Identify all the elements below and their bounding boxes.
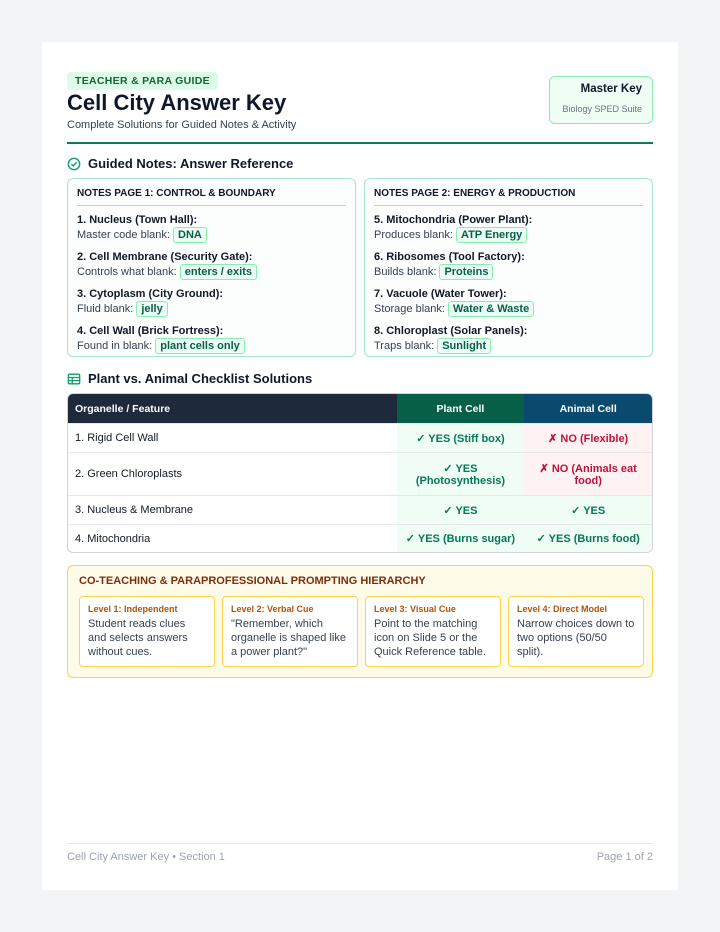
table-icon xyxy=(67,372,81,386)
level-label: Level 2: Verbal Cue xyxy=(231,604,314,614)
note-item xyxy=(77,214,346,243)
notes-card-title: NOTES PAGE 2: ENERGY & PRODUCTION xyxy=(374,188,643,206)
note-term: 8. Chloroplast (Solar Panels): xyxy=(374,325,528,337)
prompt-level-card xyxy=(222,596,358,667)
answer-chip: plant cells only xyxy=(155,338,244,354)
animal-cell: ✓ YES (Burns food) xyxy=(524,524,652,552)
table-row xyxy=(68,452,652,495)
notes-card-title: NOTES PAGE 1: CONTROL & BOUNDARY xyxy=(77,188,346,206)
prompt-level-card xyxy=(79,596,215,667)
level-label: Level 1: Independent xyxy=(88,604,178,614)
note-item xyxy=(374,325,643,354)
prompt-level-card xyxy=(365,596,501,667)
note-prompt: Master code blank: xyxy=(77,229,170,241)
table-row xyxy=(68,423,652,452)
note-prompt: Storage blank: xyxy=(374,303,445,315)
answer-chip: enters / exits xyxy=(180,264,257,280)
note-prompt: Found in blank: xyxy=(77,340,153,352)
feature-cell: 2. Green Chloroplasts xyxy=(68,452,397,495)
page-subtitle: Complete Solutions for Guided Notes & Activity xyxy=(67,119,297,131)
level-label: Level 3: Visual Cue xyxy=(374,604,456,614)
checklist-heading-text: Plant vs. Animal Checklist Solutions xyxy=(88,371,313,386)
document-page xyxy=(42,42,678,890)
answer-chip: Water & Waste xyxy=(448,301,534,317)
note-item xyxy=(374,251,643,280)
level-text: Point to the matching icon on Slide 5 or the Quick Reference table. xyxy=(374,618,486,658)
level-text: "Remember, which organelle is shaped like a power plant?" xyxy=(231,618,346,658)
note-term: 2. Cell Membrane (Security Gate): xyxy=(77,251,253,263)
table-row xyxy=(68,524,652,552)
notes-card-1 xyxy=(67,178,356,357)
guide-badge: TEACHER & PARA GUIDE xyxy=(67,72,218,90)
page-footer xyxy=(67,843,653,863)
coteaching-title: CO-TEACHING & PARAPROFESSIONAL PROMPTING HIERARCHY xyxy=(79,575,426,587)
suite-label: Biology SPED Suite xyxy=(562,104,642,114)
level-text: Student reads clues and selects answers without cues. xyxy=(88,618,188,658)
header xyxy=(67,72,653,144)
prompt-level-card xyxy=(508,596,644,667)
footer-left: Cell City Answer Key • Section 1 xyxy=(67,851,225,863)
checklist-table xyxy=(67,393,653,553)
master-key-box xyxy=(549,76,653,124)
note-item xyxy=(77,288,346,317)
note-prompt: Traps blank: xyxy=(374,340,435,352)
checklist-heading xyxy=(67,371,312,386)
note-term: 1. Nucleus (Town Hall): xyxy=(77,214,198,226)
note-item xyxy=(374,288,643,317)
note-item xyxy=(77,325,346,354)
column-header: Plant Cell xyxy=(397,394,525,423)
note-item xyxy=(374,214,643,243)
column-header: Organelle / Feature xyxy=(68,394,397,423)
answer-chip: DNA xyxy=(173,227,207,243)
answer-chip: ATP Energy xyxy=(456,227,527,243)
answer-chip: Proteins xyxy=(439,264,493,280)
animal-cell: ✓ YES xyxy=(524,495,652,524)
answer-chip: jelly xyxy=(136,301,167,317)
table-row xyxy=(68,495,652,524)
note-term: 3. Cytoplasm (City Ground): xyxy=(77,288,224,300)
note-term: 4. Cell Wall (Brick Fortress): xyxy=(77,325,224,337)
notes-heading-text: Guided Notes: Answer Reference xyxy=(88,156,294,171)
note-prompt: Builds blank: xyxy=(374,266,437,278)
note-term: 6. Ribosomes (Tool Factory): xyxy=(374,251,525,263)
page-number: Page 1 of 2 xyxy=(596,851,653,863)
note-term: 5. Mitochondria (Power Plant): xyxy=(374,214,533,226)
notes-card-2 xyxy=(364,178,653,357)
notes-heading xyxy=(67,156,293,171)
note-prompt: Controls what blank: xyxy=(77,266,177,278)
level-label: Level 4: Direct Model xyxy=(517,604,608,614)
check-circle-icon xyxy=(67,157,81,171)
page-title: Cell City Answer Key xyxy=(67,90,287,115)
feature-cell: 4. Mitochondria xyxy=(68,524,397,552)
animal-cell: ✗ NO (Flexible) xyxy=(524,423,652,452)
note-term: 7. Vacuole (Water Tower): xyxy=(374,288,507,300)
master-key-label: Master Key xyxy=(580,83,642,95)
plant-cell: ✓ YES (Burns sugar) xyxy=(397,524,525,552)
plant-cell: ✓ YES (Photosynthesis) xyxy=(397,452,525,495)
coteaching-box xyxy=(67,565,653,678)
note-prompt: Produces blank: xyxy=(374,229,453,241)
level-text: Narrow choices down to two options (50/50 split). xyxy=(517,618,635,658)
feature-cell: 3. Nucleus & Membrane xyxy=(68,495,397,524)
note-item xyxy=(77,251,346,280)
plant-cell: ✓ YES (Stiff box) xyxy=(397,423,525,452)
plant-cell: ✓ YES xyxy=(397,495,525,524)
answer-chip: Sunlight xyxy=(437,338,491,354)
column-header: Animal Cell xyxy=(524,394,652,423)
prompt-levels xyxy=(79,596,644,667)
note-prompt: Fluid blank: xyxy=(77,303,134,315)
feature-cell: 1. Rigid Cell Wall xyxy=(68,423,397,452)
animal-cell: ✗ NO (Animals eat food) xyxy=(524,452,652,495)
